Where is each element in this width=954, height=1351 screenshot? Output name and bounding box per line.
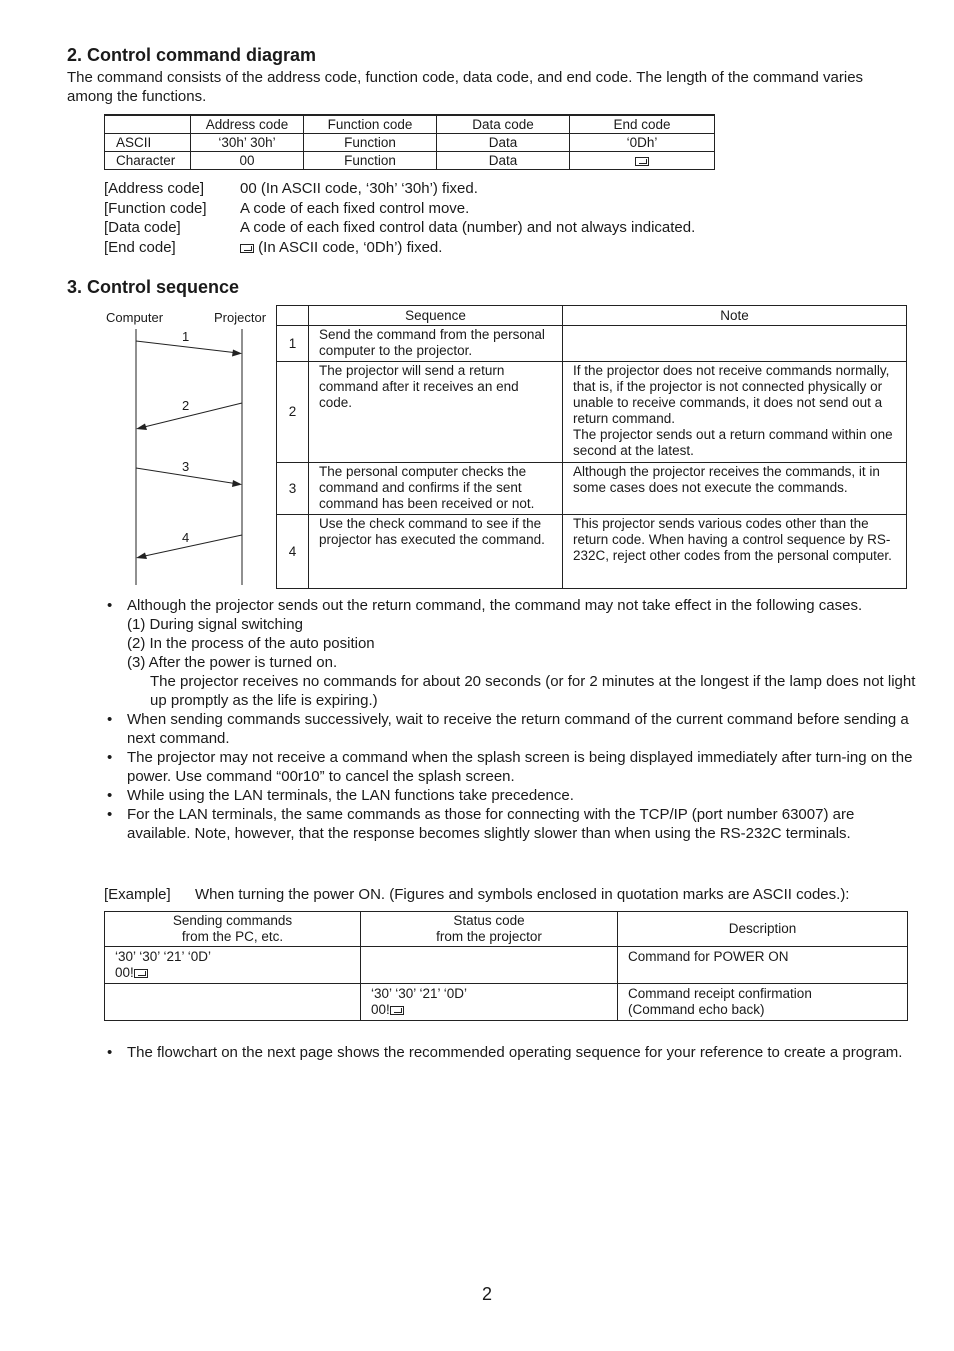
example-table <box>104 911 908 1021</box>
list-item-text: The projector may not receive a command when the splash screen is being displayed immediately after turn-ing on the power. Use command “00r10” to cancel the splash screen. <box>127 749 913 785</box>
row-number: 4 <box>277 515 309 589</box>
bullet: • <box>107 749 113 766</box>
row-number: 3 <box>277 463 309 515</box>
table-row <box>277 326 907 362</box>
sequence-cell: Send the command from the personal computer to the projector. <box>309 326 563 362</box>
code-definitions <box>104 179 695 257</box>
cell-text: 00! <box>115 965 134 980</box>
table-header-row <box>277 306 907 326</box>
table-cell: End code <box>570 115 715 134</box>
bullet: • <box>107 711 113 728</box>
enter-icon <box>390 1006 404 1015</box>
code-value <box>240 238 442 258</box>
code-key: [Data code] <box>104 219 181 236</box>
computer-label: Computer <box>106 310 164 325</box>
header-line: Status code <box>453 913 525 928</box>
table-cell: ASCII <box>105 134 191 152</box>
table-header-row <box>105 912 908 947</box>
code-key: [Address code] <box>104 180 205 197</box>
table-cell <box>105 912 361 947</box>
list-item-text: When sending commands successively, wait to receive the return command of the current command before sending a next command. <box>127 711 909 747</box>
table-cell <box>361 984 618 1021</box>
final-list-item <box>107 1043 917 1062</box>
table-cell: 00 <box>191 152 304 170</box>
code-value: 00 (In ASCII code, ‘30h’ ‘30h’) fixed. <box>240 180 478 197</box>
table-cell <box>105 947 361 984</box>
note-cell: This projector sends various codes other than the return code. When having a control sequence by RS-232C, reject other codes from the personal computer. <box>563 515 907 589</box>
sequence-cell: The projector will send a return command after it receives an end code. <box>309 362 563 463</box>
section-2-intro: The command consists of the address code, function code, data code, and end code. The length of the command varies among the functions. <box>67 69 864 105</box>
bullet: • <box>107 787 113 804</box>
sequence-cell: The personal computer checks the command and confirms if the sent command has been received or not. <box>309 463 563 515</box>
row-number: 1 <box>277 326 309 362</box>
code-definition-row <box>104 218 695 238</box>
table-row <box>105 134 715 152</box>
table-cell <box>361 912 618 947</box>
table-cell: Data <box>437 134 570 152</box>
code-value: A code of each fixed control data (number) and not always indicated. <box>240 219 696 236</box>
section-2-title: 2. Control command diagram <box>67 45 317 65</box>
header-line: from the projector <box>436 929 542 944</box>
list-item-text: For the LAN terminals, the same commands as those for connecting with the TCP/IP (port number 63007) are available. Note, however, that the response becomes slightly slower than when using the RS-232C terminals. <box>127 806 855 842</box>
arrow-label-1: 1 <box>182 329 190 344</box>
code-key: [Function code] <box>104 199 207 217</box>
cell-line: Command receipt confirmation <box>628 986 812 1001</box>
table-cell: Address code <box>191 115 304 134</box>
bullet: • <box>107 1044 113 1061</box>
list-item <box>107 805 917 843</box>
header-line: Sending commands <box>172 913 293 928</box>
list-item <box>107 786 917 805</box>
cell-text: 00! <box>371 1002 390 1017</box>
table-cell: Data code <box>437 115 570 134</box>
cell-line <box>371 1002 607 1018</box>
table-cell: Description <box>618 912 908 947</box>
end-code-text: (In ASCII code, ‘0Dh’) fixed. <box>258 238 443 256</box>
sequence-diagram <box>120 325 260 587</box>
cell-line <box>115 965 350 981</box>
list-item-text: While using the LAN terminals, the LAN functions take precedence. <box>127 787 574 804</box>
code-value: A code of each fixed control move. <box>240 199 470 217</box>
table-cell: Note <box>563 306 907 326</box>
table-cell <box>570 152 715 170</box>
arrow-label-4: 4 <box>182 530 190 545</box>
notes-list <box>107 596 917 843</box>
bullet: • <box>107 806 113 823</box>
list-sub-item: (3) After the power is turned on. <box>127 654 338 671</box>
list-item-text: Although the projector sends out the return command, the command may not take effect in the following cases. <box>127 597 863 614</box>
bullet: • <box>107 597 113 614</box>
table-cell: Function <box>304 152 437 170</box>
example-label: [Example] <box>104 886 171 903</box>
table-cell: Data <box>437 152 570 170</box>
list-item-text: The flowchart on the next page shows the recommended operating sequence for your reference to create a program. <box>127 1044 903 1061</box>
code-definition-row <box>104 238 695 258</box>
table-cell: Sequence <box>309 306 563 326</box>
sequence-cell: Use the check command to see if the projector has executed the command. <box>309 515 563 589</box>
command-structure-table <box>104 114 715 170</box>
code-definition-row <box>104 179 695 199</box>
table-cell <box>618 947 908 984</box>
cell-line: Command for POWER ON <box>628 949 789 964</box>
page-number: 2 <box>482 1284 493 1304</box>
table-cell <box>105 115 191 134</box>
enter-icon <box>240 244 254 253</box>
table-row <box>277 463 907 515</box>
note-cell: If the projector does not receive commands normally, that is, if the projector is not connected physically or unable to receive commands, it does not send out a return command. The projector sends out a return command within one second at the latest. <box>563 362 907 463</box>
cell-line: (Command echo back) <box>628 1002 765 1017</box>
enter-icon <box>635 157 649 166</box>
table-cell: ‘30h’ 30h’ <box>191 134 304 152</box>
table-cell <box>361 947 618 984</box>
header-line: from the PC, etc. <box>181 929 284 944</box>
note-cell: Although the projector receives the commands, it in some cases does not execute the commands. <box>563 463 907 515</box>
arrow-label-2: 2 <box>182 398 190 413</box>
table-header-row <box>105 115 715 134</box>
list-sub-item: (2) In the process of the auto position <box>127 635 375 652</box>
list-item <box>107 710 917 748</box>
example-text: When turning the power ON. (Figures and symbols enclosed in quotation marks are ASCII codes.): <box>195 886 850 903</box>
enter-icon <box>134 969 148 978</box>
cell-line: ‘30’ ‘30’ ‘21’ ‘0D’ <box>371 986 468 1001</box>
table-cell: Function <box>304 134 437 152</box>
table-cell <box>277 306 309 326</box>
table-cell: ‘0Dh’ <box>570 134 715 152</box>
list-item <box>107 748 917 786</box>
table-cell <box>105 984 361 1021</box>
cell-line: ‘30’ ‘30’ ‘21’ ‘0D’ <box>115 949 212 964</box>
row-number: 2 <box>277 362 309 463</box>
table-row <box>277 362 907 463</box>
projector-label: Projector <box>214 310 267 325</box>
note-cell <box>563 326 907 362</box>
table-row <box>105 152 715 170</box>
section-3-title: 3. Control sequence <box>67 277 240 297</box>
table-cell: Function code <box>304 115 437 134</box>
table-row <box>277 515 907 589</box>
code-definition-row <box>104 199 695 219</box>
table-cell <box>618 984 908 1021</box>
control-sequence-table <box>276 305 907 589</box>
list-sub-item: (1) During signal switching <box>127 616 303 633</box>
code-key: [End code] <box>104 238 176 256</box>
table-row <box>105 947 908 984</box>
list-sub-note: The projector receives no commands for about 20 seconds (or for 2 minutes at the longest if the lamp does not light up promptly as the life is expiring.) <box>150 673 916 709</box>
list-item <box>107 596 917 710</box>
table-cell: Character <box>105 152 191 170</box>
arrow-label-3: 3 <box>182 459 190 474</box>
table-row <box>105 984 908 1021</box>
